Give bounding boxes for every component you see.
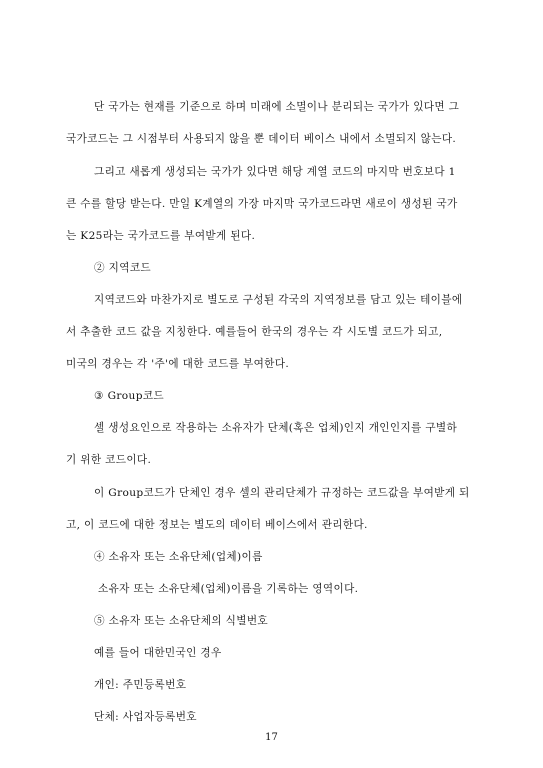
paragraph-line: 개인: 주민등록번호	[94, 679, 187, 691]
paragraph-line: 그리고 새롭게 생성되는 국가가 있다면 해당 계열 코드의 마지막 번호보다 1	[94, 166, 456, 178]
paragraph-line: 는 K25라는 국가코드를 부여받게 된다.	[66, 230, 256, 242]
paragraph-line: 미국의 경우는 각 '주'에 대한 코드를 부여한다.	[66, 358, 290, 370]
paragraph-line: 큰 수를 할당 받는다. 만일 K계열의 가장 마지막 국가코드라면 새로이 생성된 국가	[66, 198, 458, 210]
paragraph-line: 셀 생성요인으로 작용하는 소유자가 단체(혹은 업체)인지 개인인지를 구별하	[94, 422, 458, 434]
section-heading-owner-id: ⑤ 소유자 또는 소유단체의 식별번호	[94, 615, 268, 627]
paragraph-line: 단체: 사업자등록번호	[94, 711, 197, 723]
paragraph-line: 국가코드는 그 시점부터 사용되지 않을 뿐 데이터 베이스 내에서 소멸되지 않는다.	[66, 133, 457, 145]
paragraph-line: 단 국가는 현재를 기준으로 하며 미래에 소멸이나 분리되는 국가가 있다면 그	[94, 101, 460, 113]
section-heading-group-code: ③ Group코드	[94, 390, 164, 402]
paragraph-line: 기 위한 코드이다.	[66, 454, 152, 466]
section-heading-region-code: ② 지역코드	[94, 262, 151, 274]
paragraph-line: 고, 이 코드에 대한 정보는 별도의 데이터 베이스에서 관리한다.	[66, 519, 368, 531]
paragraph-line: 서 추출한 코드 값을 지칭한다. 예를들어 한국의 경우는 각 시도별 코드가 되고,	[66, 326, 443, 338]
page-number: 17	[265, 732, 278, 743]
paragraph-line: 지역코드와 마찬가지로 별도로 구성된 각국의 지역정보를 담고 있는 테이블에	[94, 294, 463, 306]
paragraph-line: 예를 들어 대한민국인 경우	[94, 647, 222, 659]
paragraph-line: 소유자 또는 소유단체(업체)이름을 기록하는 영역이다.	[98, 583, 359, 595]
paragraph-line: 이 Group코드가 단체인 경우 셀의 관리단체가 규정하는 코드값을 부여받게 되	[94, 487, 470, 499]
section-heading-owner-name: ④ 소유자 또는 소유단체(업체)이름	[94, 551, 263, 563]
